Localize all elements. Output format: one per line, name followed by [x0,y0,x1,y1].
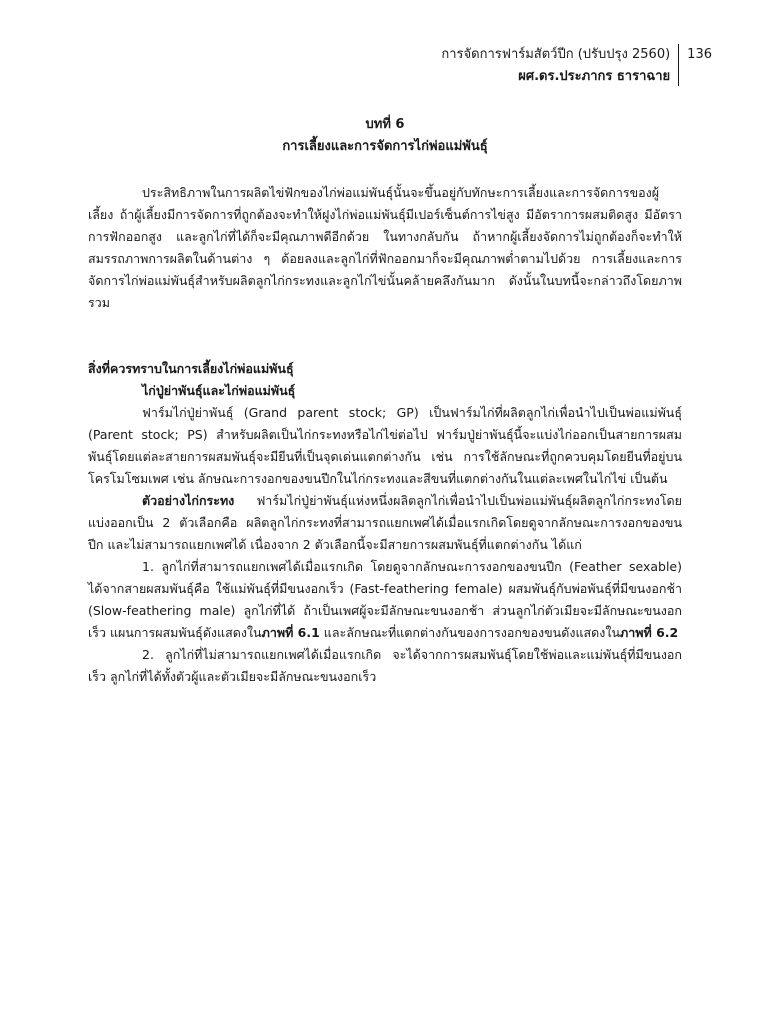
chapter-title: การเลี้ยงและการจัดการไก่พ่อแม่พันธุ์ [282,139,488,154]
example-label: ตัวอย่างไก่กระทง [142,493,235,508]
subsection-heading: ไก่ปู่ย่าพันธุ์และไก่พ่อแม่พันธุ์ [142,383,296,398]
header-author: ผศ.ดร.ประภากร ธาราฉาย [518,69,671,84]
document-body [88,182,682,688]
example-text: ฟาร์มไก่ปู่ย่าพันธุ์แห่งหนึ่งผลิตลูกไก่เพื่อนำไปเป็นพ่อแม่พันธุ์ผลิตลูกไก่กระทงโดยแบ่งออกเป็น 2 ตัวเลือกคือ ผลิตลูกไก่กระทงที่สามารถแยกเพศได้เมื่อแรกเกิดโดยดูจากลักษณะการงอกของขนปีก และไม่สามารถแยกเพศได้ เนื่องจาก 2 ตัวเลือกนี้จะมีสายการผสมพันธุ์ที่แตกต่างกัน ได้แก่ [88,493,682,552]
header-book-title: การจัดการฟาร์มสัตว์ปีก (ปรับปรุง 2560) [441,47,671,62]
intro-paragraph: ประสิทธิภาพในการผลิตไข่ฟักของไก่พ่อแม่พันธุ์นั้นจะขึ้นอยู่กับทักษะการเลี้ยงและการจัดการของผู้เลี้ยง ถ้าผู้เลี้ยงมีการจัดการที่ถูกต้องจะทำให้ฝูงไก่พ่อแม่พันธุ์มีเปอร์เซ็นต์การไข่สูง มีอัตราการผสมติดสูง มีอัตราการฟักออกสูง และลูกไก่ที่ได้ก็จะมีคุณภาพดีอีกด้วย ในทางกลับกัน ถ้าหากผู้เลี้ยงจัดการไม่ถูกต้องก็จะทำให้สมรรถภาพการผลิตในด้านต่าง ๆ ด้อยลงและลูกไก่ที่ฟักออกมาก็จะมีคุณภาพต่ำตามไปด้วย การเลี้ยงและการจัดการไก่พ่อแม่พันธุ์สำหรับผลิตลูกไก่กระทงและลูกไก่ไข่นั้นคล้ายคลึงกันมาก ดังนั้นในบทนี้จะกล่าวถึงโดยภาพรวม [88,185,682,310]
page-number: 136 [687,47,712,62]
example-paragraph [88,490,682,556]
spacer [88,314,682,336]
chapter-heading [88,114,682,158]
list-item-1 [88,556,682,644]
list-item-1-text: 1. ลูกไก่ที่สามารถแยกเพศได้เมื่อแรกเกิด โดยดูจากลักษณะการงอกของขนปีก (Feather sexable) ได้จากสายผสมพันธุ์คือ ใช้แม่พันธุ์ที่มีขนงอกเร็ว (Fast-feathering female) ผสมพันธุ์กับพ่อพันธุ์ที่มีขนงอกช้า (Slow-feathering male) ลูกไก่ที่ได้ ถ้าเป็นเพศผู้จะมีลักษณะขนงอกช้า ส่วนลูกไก่ตัวเมียจะมีลักษณะขนงอกเร็ว แผนการผสมพันธุ์ดังแสดงใน [88,559,682,640]
figure-ref-6-1: ภาพที่ 6.1 [261,625,320,640]
section-heading: สิ่งที่ควรทราบในการเลี้ยงไก่พ่อแม่พันธุ์ [88,361,294,376]
figure-ref-6-2: ภาพที่ 6.2 [620,625,679,640]
header-text-block [441,44,678,88]
page-header [441,44,712,88]
spacer [88,336,682,358]
list-item-1-mid: และลักษณะที่แตกต่างกันของการงอกของขนดังแสดงใน [319,625,621,640]
gp-paragraph: ฟาร์มไก่ปู่ย่าพันธุ์ (Grand parent stock; GP) เป็นฟาร์มไก่ที่ผลิตลูกไก่เพื่อนำไปเป็นพ่อแม่พันธุ์ (Parent stock; PS) สำหรับผลิตเป็นไก่กระทงหรือไก่ไข่ต่อไป ฟาร์มปู่ย่าพันธุ์นี้จะแบ่งไก่ออกเป็นสายการผสมพันธุ์โดยแต่ละสายการผสมพันธุ์จะมียีนที่เป็นจุดเด่นแตกต่างกัน เช่น การใช้ลักษณะที่ถูกควบคุมโดยยีนที่อยู่บนโครโมโซมเพศ เช่น ลักษณะการงอกของขนปีกในไก่กระทงและสีขนที่แตกต่างกันในแต่ละเพศในไก่ไข่ เป็นต้น [88,405,682,486]
list-item-2: 2. ลูกไก่ที่ไม่สามารถแยกเพศได้เมื่อแรกเกิด จะได้จากการผสมพันธุ์โดยใช้พ่อและแม่พันธุ์ที่มีขนงอกเร็ว ลูกไก่ที่ได้ทั้งตัวผู้และตัวเมียจะมีลักษณะขนงอกเร็ว [88,647,682,684]
chapter-number: บทที่ 6 [365,117,405,132]
